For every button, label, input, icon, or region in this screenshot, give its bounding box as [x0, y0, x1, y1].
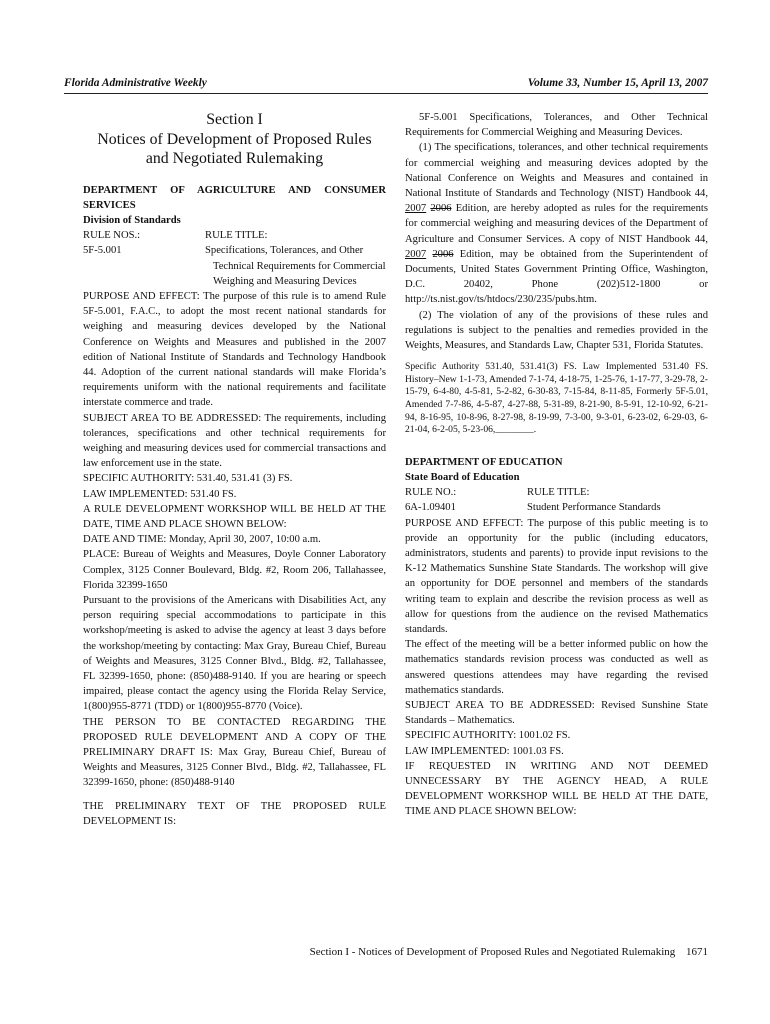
rule-values-education [405, 500, 708, 515]
rule-text-heading: 5F-5.001 Specifications, Tolerances, and Other Technical Requirements for Commercial Weighing and Measuring Devices. [405, 112, 708, 139]
specific-authority-education: SPECIFIC AUTHORITY: 1001.02 FS. [405, 730, 571, 742]
rule-labels [83, 228, 386, 243]
journal-name: Florida Administrative Weekly [64, 77, 207, 89]
purpose-paragraph: PURPOSE AND EFFECT: The purpose of this rule is to amend Rule 5F-5.001, F.A.C., to adopt the most recent national standards for weighing and measuring devices developed by the National Conference on Weights and Measures and published in the 2007 edition of National Institute of Standards and Technology Handbook 44. Adoption of the current national standards will make Florida’s requirements uniform with the national requirements and facilitate interstate commerce and trade. [83, 290, 386, 409]
board-heading: State Board of Education [405, 472, 520, 484]
rule-title-education: Student Performance Standards [527, 502, 661, 514]
department-heading: DEPARTMENT OF AGRICULTURE AND CONSUMER SERVICES [83, 184, 386, 211]
rule-number-education: 6A-1.09401 [405, 502, 456, 514]
rule-number: 5F-5.001 [83, 245, 122, 257]
workshop-notice: A RULE DEVELOPMENT WORKSHOP WILL BE HELD AT THE DATE, TIME AND PLACE SHOWN BELOW: [83, 503, 386, 530]
volume-info: Volume 33, Number 15, April 13, 2007 [527, 77, 708, 89]
division-heading: Division of Standards [83, 214, 181, 226]
new-year: 2007 [405, 203, 427, 215]
rule-text-paragraph-1: (1) The specifications, tolerances, and other technical requirements for commercial weighing and measuring devices adopted by the National Conference on Weights and Measures and contained in National Institute of Standards and Technology (NIST) Handbook 44, 2007 2006 Edition, are hereby adopted as rules for the requirements for commercial weighing and measuring devices of the Department of Agriculture and Consumer Services. A copy of NIST Handbook 44, 2007 2006 Edition, may be obtained from the Superintendent of Documents, United States Government Printing Office, Washington, D.C. 20402, Phone (202)512-1800 or http://ts.nist.gov/ts/htdocs/230/235/pubs.htm. [405, 142, 709, 306]
footer-text: Section I - Notices of Development of Proposed Rules and Negotiated Rulemaking [309, 946, 676, 958]
ada-paragraph: Pursuant to the provisions of the Americans with Disabilities Act, any person requiring special accommodations to participate in this workshop/meeting is asked to advise the agency at least 3 days before the workshop/meeting by contacting: Max Gray, Bureau Chief, Bureau of Weights and Measures, 3125 Conner Blvd., Bldg. #2, Tallahassee, FL 32399-1650, phone: (850)488-9140. If you are hearing or speech impaired, please contact the agency using the Florida Relay Service, 1(800)955-8771 (TDD) or 1(800)955-8770 (Voice). [83, 594, 386, 713]
rule-title-label-education: RULE TITLE: [527, 487, 590, 499]
page-number: 1671 [686, 946, 708, 958]
rule-title-label: RULE TITLE: [205, 230, 268, 242]
rule-no-label: RULE NO.: [405, 487, 457, 499]
place: PLACE: Bureau of Weights and Measures, Doyle Conner Laboratory Complex, 3125 Conner Boulevard, Bldg. #2, Room 206, Tallahassee, Florida 32399-1650 [83, 549, 386, 591]
right-column [405, 110, 708, 820]
rule-history: Specific Authority 531.40, 531.41(3) FS. Law Implemented 531.40 FS. History–New 1-1-73, Amended 7-1-74, 4-18-75, 1-25-76, 1-17-77, 3-29-78, 2-15-79, 6-4-80, 4-5-81, 5-2-82, 6-30-83, 7-15-84, 8-11-85, Formerly 5F-5.01, Amended 7-7-86, 4-5-87, 4-27-88, 5-31-89, 8-21-90, 8-5-91, 12-10-92, 6-21-94, 8-16-95, 10-8-96, 8-27-98, 8-19-99, 7-3-00, 9-3-01, 6-23-02, 6-29-03, 6-21-04, 6-2-05, 5-23-06,________. [405, 361, 708, 436]
rule-labels-education [405, 485, 708, 500]
workshop-notice-education: IF REQUESTED IN WRITING AND NOT DEEMED UNNECESSARY BY THE AGENCY HEAD, A RULE DEVELOPMENT WORKSHOP WILL BE HELD AT THE DATE, TIME AND PLACE SHOWN BELOW: [405, 760, 708, 818]
law-implemented: LAW IMPLEMENTED: 531.40 FS. [83, 488, 237, 500]
rule-title: Specifications, Tolerances, and Other Technical Requirements for Commercial Weighing and Measuring Devices [205, 245, 386, 287]
section-title-line1: Notices of Development of Proposed Rules [97, 130, 372, 148]
effect-paragraph-education: The effect of the meeting will be a better informed public on how the mathematics standards revision process was conducted as well as answered questions attendees may have regarding the revised mathematics standards. [405, 639, 708, 696]
new-year-2: 2007 [405, 248, 427, 260]
rule-values [83, 243, 386, 289]
rule-nos-label: RULE NOS.: [83, 230, 141, 242]
specific-authority: SPECIFIC AUTHORITY: 531.40, 531.41 (3) FS. [83, 473, 293, 485]
department-heading-education: DEPARTMENT OF EDUCATION [405, 456, 563, 468]
old-year: 2006 [430, 203, 452, 215]
left-column [83, 110, 386, 829]
section-title [83, 110, 386, 169]
section-label: Section I [206, 111, 263, 128]
old-year-2: 2006 [432, 248, 454, 260]
subject-paragraph-education: SUBJECT AREA TO BE ADDRESSED: Revised Sunshine State Standards – Mathematics. [405, 700, 708, 727]
page-footer [302, 946, 708, 958]
contact-paragraph: THE PERSON TO BE CONTACTED REGARDING THE PROPOSED RULE DEVELOPMENT AND A COPY OF THE PRELIMINARY DRAFT IS: Max Gray, Bureau Chief, Bureau of Weights and Measures, 3125 Conner Blvd., Bldg. #2, Tallahassee, FL 32399-1650, phone: (850)488-9140 [83, 716, 386, 789]
running-header [64, 77, 708, 94]
date-time: DATE AND TIME: Monday, April 30, 2007, 10:00 a.m. [83, 534, 321, 546]
law-implemented-education: LAW IMPLEMENTED: 1001.03 FS. [405, 745, 564, 757]
preliminary-text-heading: THE PRELIMINARY TEXT OF THE PROPOSED RULE DEVELOPMENT IS: [83, 800, 386, 827]
subject-paragraph: SUBJECT AREA TO BE ADDRESSED: The requirements, including tolerances, specifications and other technical requirements for weighing and measuring devices used for commercial transactions and law enforcement use in the state. [83, 412, 386, 470]
purpose-paragraph-education: PURPOSE AND EFFECT: The purpose of this public meeting is to provide an opportunity for the public (including educators, administrators, students and parents) to provide input revisions to the K-12 Mathematics Sunshine State Standards. The workshop will give an opportunity for DOE personnel and members of the standards writing team to explain and describe the revision process as well as allow for questions from the audience on the revised Mathematics standards. [405, 517, 708, 636]
section-title-line2: and Negotiated Rulemaking [145, 150, 324, 167]
rule-text-paragraph-2: (2) The violation of any of the provisions of these rules and regulations is subject to the penalties and remedies provided in the Weights, Measures, and Standards Law, Chapter 531, Florida Statutes. [405, 309, 708, 352]
